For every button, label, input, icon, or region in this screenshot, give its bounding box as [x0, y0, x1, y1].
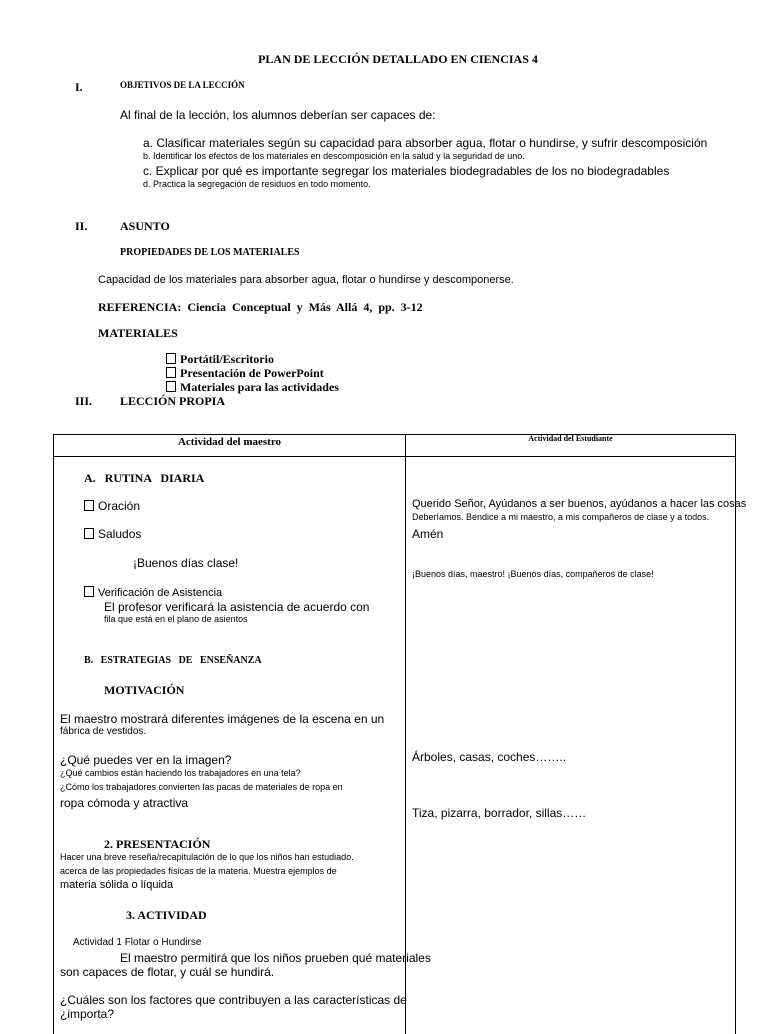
activity-title: Actividad 1 Flotar o Hundirse [73, 937, 202, 948]
table-border [735, 434, 736, 1034]
teacher-question: ¿Qué cambios están haciendo los trabajadores en una tela? [60, 768, 301, 778]
checkbox-icon [166, 381, 176, 392]
strategies-heading: B. ESTRATEGIAS DE ENSEÑANZA [84, 655, 262, 666]
materials-heading: MATERIALES [98, 326, 178, 340]
materials-item: Portátil/Escritorio [166, 352, 274, 367]
routine-heading: A. RUTINA DIARIA [84, 471, 205, 485]
teacher-question: ¿importa? [60, 1007, 115, 1021]
table-border [53, 456, 736, 457]
reference-line: REFERENCIA: Ciencia Conceptual y Más Allá 4, pp. 3-12 [98, 300, 423, 314]
section-numeral: I. [75, 80, 83, 94]
checkbox-icon [84, 528, 94, 539]
section-numeral: III. [75, 394, 93, 408]
section-subheading: PROPIEDADES DE LOS MATERIALES [120, 247, 300, 258]
section-numeral: II. [75, 219, 88, 233]
page-title: PLAN DE LECCIÓN DETALLADO EN CIENCIAS 4 [258, 52, 538, 66]
teacher-text: Hacer una breve reseña/recapitulación de lo que los niños han estudiado. [60, 852, 354, 862]
motivation-heading: MOTIVACIÓN [104, 683, 185, 697]
checkbox-icon [166, 367, 176, 378]
objective-item: c. Explicar por qué es importante segregar los materiales biodegradables de los no biodegradables [143, 164, 670, 178]
teacher-text: son capaces de flotar, y cuál se hundirá. [60, 965, 275, 979]
column-header-teacher: Actividad del maestro [177, 436, 282, 448]
subject-description: Capacidad de los materiales para absorber agua, flotar o hundirse y descomponerse. [98, 274, 514, 286]
section-heading: ASUNTO [120, 219, 170, 233]
teacher-question: ¿Qué puedes ver en la imagen? [60, 753, 232, 767]
objectives-intro: Al final de la lección, los alumnos deberían ser capaces de: [120, 108, 436, 122]
activity-heading: 3. ACTIVIDAD [126, 908, 207, 922]
teacher-text: acerca de las propiedades físicas de la materia. Muestra ejemplos de [60, 866, 337, 876]
objective-item: b. Identificar los efectos de los materiales en descomposición en la salud y la seguridad de uno. [143, 151, 525, 161]
routine-item: Oración [84, 499, 140, 513]
column-header-student: Actividad del Estudiante [528, 434, 613, 443]
greeting-text: ¡Buenos días clase! [133, 556, 239, 570]
student-text: Deberíamos. Bendice a mi maestro, a mis compañeros de clase y a todos. [412, 512, 710, 522]
student-text: Querido Señor, Ayúdanos a ser buenos, ayúdanos a hacer las cosas [412, 498, 747, 510]
teacher-text: fila que está en el plano de asientos [104, 614, 248, 624]
student-text: ¡Buenos días, maestro! ¡Buenos días, compañeros de clase! [412, 569, 654, 579]
checkbox-icon [166, 353, 176, 364]
routine-item: Verificación de Asistencia [84, 586, 222, 599]
teacher-text: fábrica de vestidos. [60, 726, 147, 737]
student-answer: Árboles, casas, coches…….. [412, 750, 567, 764]
teacher-text: El maestro permitirá que los niños prueben qué materiales [120, 951, 431, 965]
teacher-text: El profesor verificará la asistencia de acuerdo con [104, 600, 370, 614]
table-border [405, 434, 406, 1034]
teacher-text: El maestro mostrará diferentes imágenes de la escena en un [60, 712, 385, 726]
table-border [53, 434, 54, 1034]
routine-item: Saludos [84, 527, 141, 541]
checkbox-icon [84, 500, 94, 511]
materials-item: Presentación de PowerPoint [166, 366, 324, 381]
teacher-question: ¿Cuáles son los factores que contribuyen a las características de [60, 993, 407, 1007]
materials-item: Materiales para las actividades [166, 380, 339, 395]
objective-item: d. Practica la segregación de residuos en todo momento. [143, 179, 371, 189]
student-text: Amén [412, 527, 444, 541]
section-heading: LECCIÓN PROPIA [120, 394, 226, 408]
objective-item: a. Clasificar materiales según su capacidad para absorber agua, flotar o hundirse, y sufrir descomposición [143, 136, 708, 150]
teacher-text: materia sólida o líquida [60, 879, 174, 891]
presentation-heading: 2. PRESENTACIÓN [104, 837, 211, 851]
section-heading: OBJETIVOS DE LA LECCIÓN [120, 80, 245, 90]
teacher-question: ropa cómoda y atractiva [60, 796, 189, 810]
student-answer: Tiza, pizarra, borrador, sillas…… [412, 806, 587, 820]
teacher-question: ¿Cómo los trabajadores convierten las pacas de materiales de ropa en [60, 782, 343, 792]
checkbox-icon [84, 586, 94, 597]
